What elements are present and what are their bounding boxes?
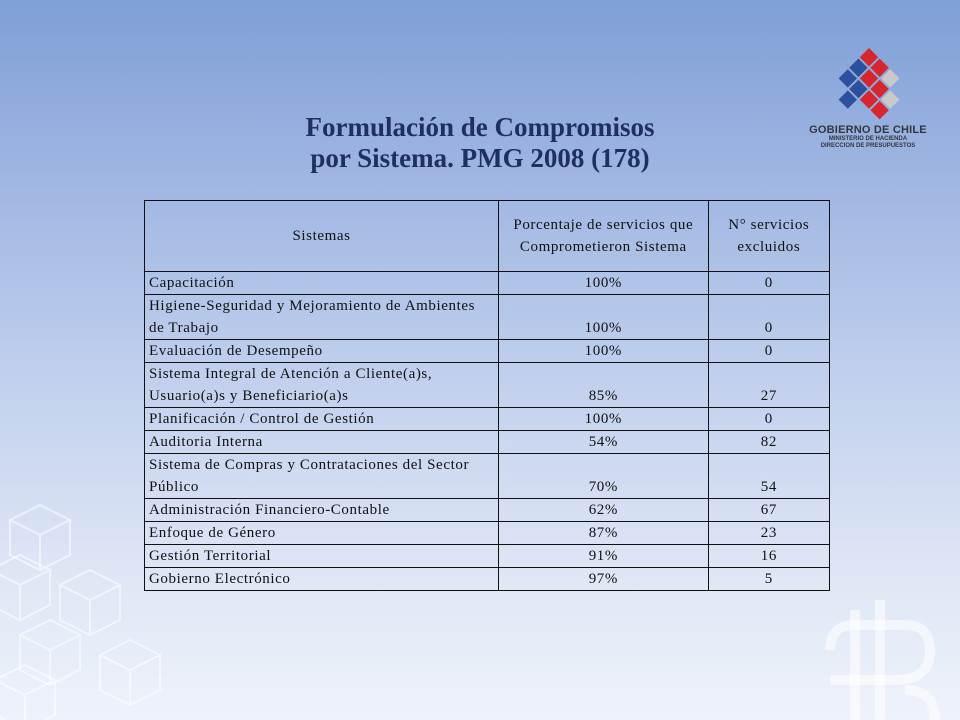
table-header-row: [145, 201, 830, 272]
cell-sistema: Auditoria Interna: [145, 431, 499, 454]
title-line-1: Formulación de Compromisos: [305, 112, 655, 142]
cell-excluidos: 0: [708, 408, 829, 431]
header-excluidos: N° servicios excluidos: [708, 201, 829, 272]
table-row: [145, 340, 830, 363]
cell-porcentaje: 70%: [499, 454, 709, 499]
cell-porcentaje: 87%: [499, 522, 709, 545]
cell-porcentaje: 100%: [499, 340, 709, 363]
cell-sistema: Enfoque de Género: [145, 522, 499, 545]
cell-excluidos: 54: [708, 454, 829, 499]
table-row: [145, 272, 830, 295]
cell-porcentaje: 54%: [499, 431, 709, 454]
cell-sistema: Sistema de Compras y Contrataciones del Sector Público: [145, 454, 499, 499]
table-row: [145, 363, 830, 408]
logo-subtitle-ministry: MINISTERIO DE HACIENDA: [828, 136, 908, 142]
cell-excluidos: 23: [708, 522, 829, 545]
cell-porcentaje: 91%: [499, 545, 709, 568]
cell-excluidos: 27: [708, 363, 829, 408]
cell-porcentaje: 100%: [499, 272, 709, 295]
cell-sistema: Evaluación de Desempeño: [145, 340, 499, 363]
cell-sistema: Administración Financiero-Contable: [145, 499, 499, 522]
cell-sistema: Gobierno Electrónico: [145, 568, 499, 591]
cell-porcentaje: 100%: [499, 408, 709, 431]
table-row: [145, 568, 830, 591]
cell-excluidos: 0: [708, 295, 829, 340]
cell-excluidos: 0: [708, 272, 829, 295]
cell-excluidos: 82: [708, 431, 829, 454]
header-sistemas: Sistemas: [145, 201, 499, 272]
cell-excluidos: 16: [708, 545, 829, 568]
compromisos-table: [144, 200, 830, 591]
cell-sistema: Planificación / Control de Gestión: [145, 408, 499, 431]
table-row: [145, 454, 830, 499]
table-row: [145, 408, 830, 431]
table-row: [145, 522, 830, 545]
title-line-2: por Sistema. PMG 2008 (178): [310, 143, 650, 173]
cell-sistema: Sistema Integral de Atención a Cliente(a)s, Usuario(a)s y Beneficiario(a)s: [145, 363, 499, 408]
cell-sistema: Capacitación: [145, 272, 499, 295]
cell-sistema: Higiene-Seguridad y Mejoramiento de Ambientes de Trabajo: [145, 295, 499, 340]
cell-porcentaje: 97%: [499, 568, 709, 591]
cell-excluidos: 0: [708, 340, 829, 363]
cell-sistema: Gestión Territorial: [145, 545, 499, 568]
logo-title: GOBIERNO DE CHILE: [809, 124, 927, 136]
cell-porcentaje: 62%: [499, 499, 709, 522]
table-row: [145, 545, 830, 568]
gobierno-emblem-icon: [824, 44, 914, 120]
cell-porcentaje: 100%: [499, 295, 709, 340]
cell-porcentaje: 85%: [499, 363, 709, 408]
cell-excluidos: 67: [708, 499, 829, 522]
cell-excluidos: 5: [708, 568, 829, 591]
table-row: [145, 499, 830, 522]
table-row: [145, 295, 830, 340]
page-title: [230, 112, 730, 174]
logo-subtitle-direction: DIRECCION DE PRESUPUESTOS: [820, 143, 916, 149]
table-row: [145, 431, 830, 454]
header-porcentaje: Porcentaje de servicios que Comprometieron Sistema: [499, 201, 709, 272]
